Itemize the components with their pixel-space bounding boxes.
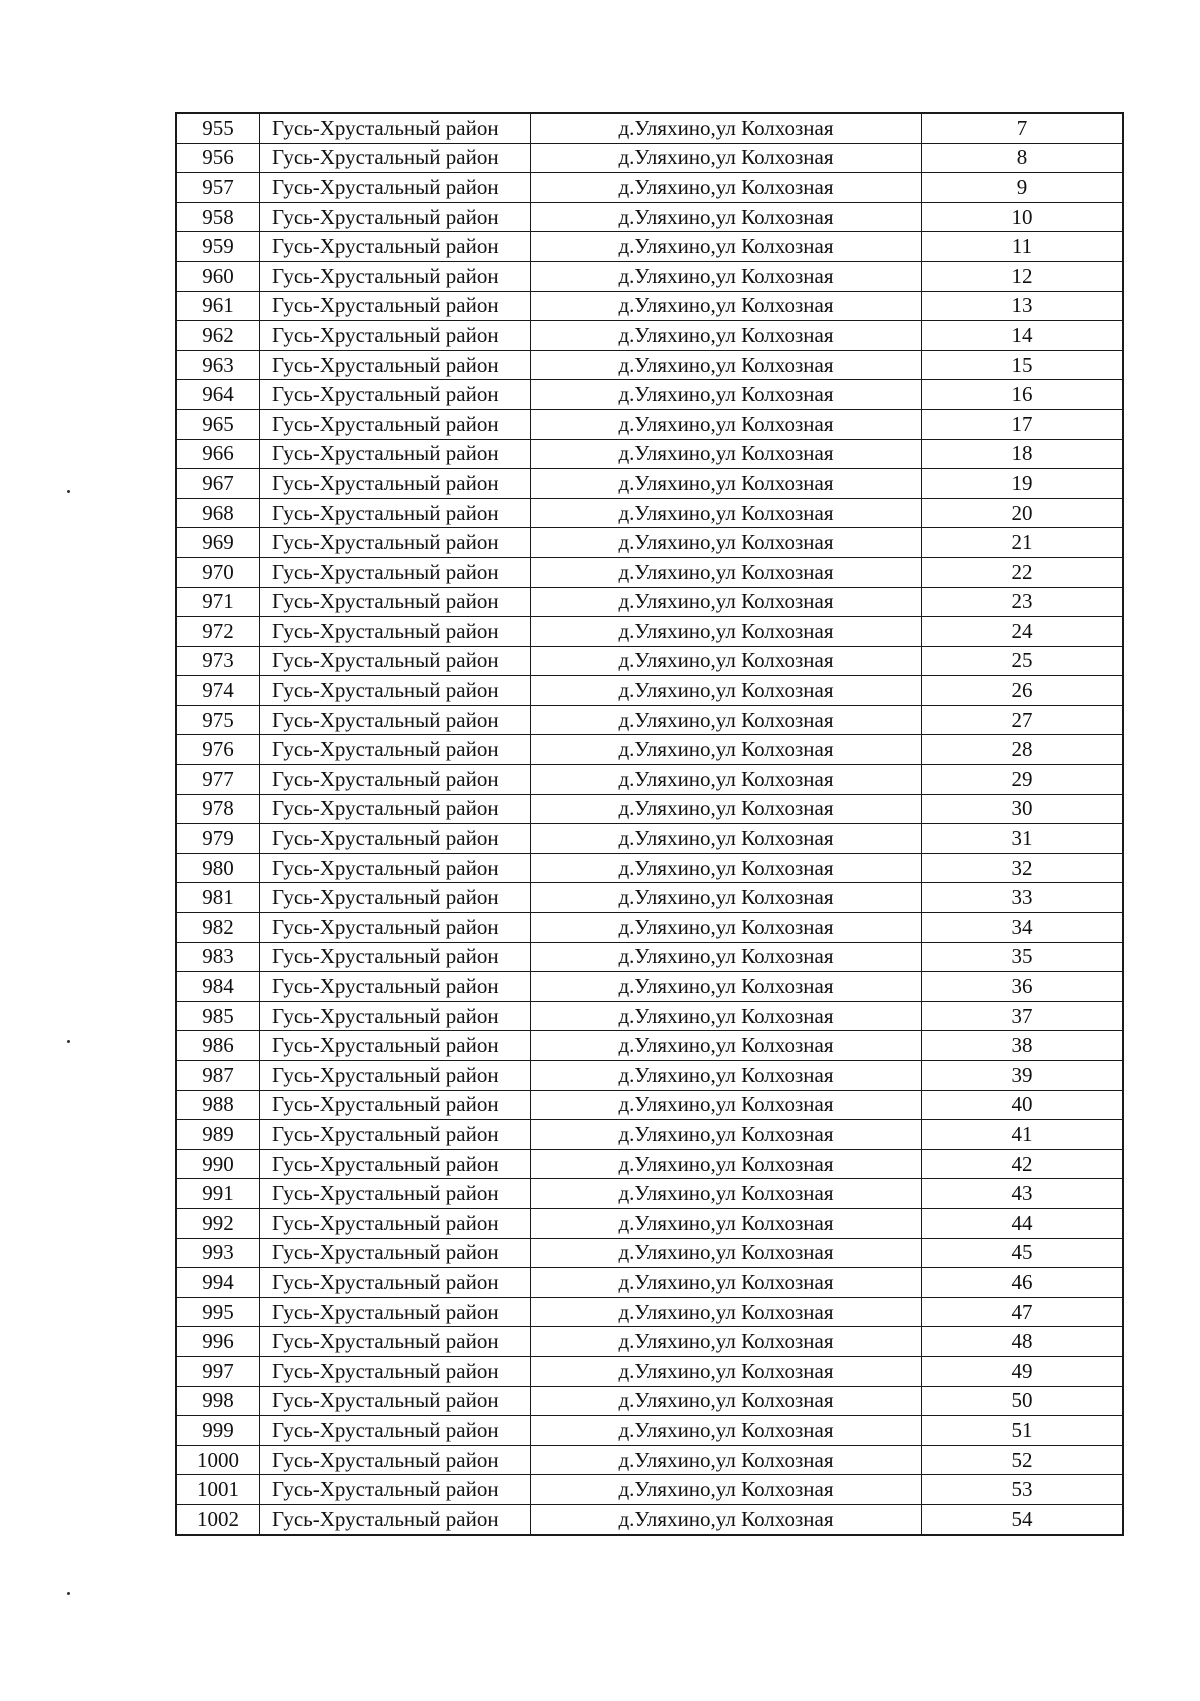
address-cell: д.Уляхино,ул Колхозная [531,380,922,410]
house-number-cell: 34 [922,913,1124,943]
table-row [176,824,1123,854]
table-row [176,1416,1123,1446]
table-row [176,1208,1123,1238]
address-cell: д.Уляхино,ул Колхозная [531,1504,922,1534]
district-cell: Гусь-Хрустальный район [260,498,531,528]
table-row [176,794,1123,824]
district-cell: Гусь-Хрустальный район [260,528,531,558]
district-cell: Гусь-Хрустальный район [260,1090,531,1120]
address-cell: д.Уляхино,ул Колхозная [531,173,922,203]
row-number-cell: 970 [176,557,260,587]
row-number-cell: 959 [176,232,260,262]
row-number-cell: 955 [176,113,260,143]
district-cell: Гусь-Хрустальный район [260,232,531,262]
table-row [176,765,1123,795]
address-cell: д.Уляхино,ул Колхозная [531,883,922,913]
district-cell: Гусь-Хрустальный район [260,1031,531,1061]
row-number-cell: 988 [176,1090,260,1120]
house-number-cell: 11 [922,232,1124,262]
address-cell: д.Уляхино,ул Колхозная [531,1386,922,1416]
house-number-cell: 33 [922,883,1124,913]
address-cell: д.Уляхино,ул Колхозная [531,972,922,1002]
table-row [176,202,1123,232]
house-number-cell: 51 [922,1416,1124,1446]
district-cell: Гусь-Хрустальный район [260,1208,531,1238]
address-cell: д.Уляхино,ул Колхозная [531,528,922,558]
address-cell: д.Уляхино,ул Колхозная [531,1001,922,1031]
district-cell: Гусь-Хрустальный район [260,1416,531,1446]
house-number-cell: 50 [922,1386,1124,1416]
table-row [176,1149,1123,1179]
house-number-cell: 46 [922,1268,1124,1298]
address-cell: д.Уляхино,ул Колхозная [531,794,922,824]
table-row [176,409,1123,439]
address-cell: д.Уляхино,ул Колхозная [531,617,922,647]
row-number-cell: 989 [176,1120,260,1150]
address-cell: д.Уляхино,ул Колхозная [531,853,922,883]
row-number-cell: 978 [176,794,260,824]
district-cell: Гусь-Хрустальный район [260,913,531,943]
table-row [176,646,1123,676]
row-number-cell: 986 [176,1031,260,1061]
row-number-cell: 973 [176,646,260,676]
district-cell: Гусь-Хрустальный район [260,735,531,765]
district-cell: Гусь-Хрустальный район [260,1445,531,1475]
row-number-cell: 1002 [176,1504,260,1534]
registry-table-body [176,113,1123,1535]
address-cell: д.Уляхино,ул Колхозная [531,913,922,943]
row-number-cell: 991 [176,1179,260,1209]
row-number-cell: 967 [176,469,260,499]
table-row [176,587,1123,617]
table-row [176,735,1123,765]
row-number-cell: 981 [176,883,260,913]
district-cell: Гусь-Хрустальный район [260,173,531,203]
house-number-cell: 45 [922,1238,1124,1268]
district-cell: Гусь-Хрустальный район [260,439,531,469]
district-cell: Гусь-Хрустальный район [260,1297,531,1327]
house-number-cell: 44 [922,1208,1124,1238]
district-cell: Гусь-Хрустальный район [260,1386,531,1416]
table-row [176,1475,1123,1505]
house-number-cell: 39 [922,1061,1124,1091]
house-number-cell: 41 [922,1120,1124,1150]
table-row [176,321,1123,351]
address-cell: д.Уляхино,ул Колхозная [531,646,922,676]
address-cell: д.Уляхино,ул Колхозная [531,1179,922,1209]
address-cell: д.Уляхино,ул Колхозная [531,1297,922,1327]
address-cell: д.Уляхино,ул Колхозная [531,587,922,617]
house-number-cell: 52 [922,1445,1124,1475]
district-cell: Гусь-Хрустальный район [260,824,531,854]
address-cell: д.Уляхино,ул Колхозная [531,1268,922,1298]
table-row [176,439,1123,469]
table-row [176,261,1123,291]
district-cell: Гусь-Хрустальный район [260,1327,531,1357]
district-cell: Гусь-Хрустальный район [260,1001,531,1031]
district-cell: Гусь-Хрустальный район [260,794,531,824]
house-number-cell: 27 [922,705,1124,735]
row-number-cell: 962 [176,321,260,351]
table-row [176,350,1123,380]
district-cell: Гусь-Хрустальный район [260,1149,531,1179]
table-row [176,913,1123,943]
address-cell: д.Уляхино,ул Колхозная [531,1238,922,1268]
house-number-cell: 30 [922,794,1124,824]
row-number-cell: 980 [176,853,260,883]
address-cell: д.Уляхино,ул Колхозная [531,202,922,232]
address-cell: д.Уляхино,ул Колхозная [531,1327,922,1357]
row-number-cell: 972 [176,617,260,647]
district-cell: Гусь-Хрустальный район [260,291,531,321]
table-row [176,498,1123,528]
district-cell: Гусь-Хрустальный район [260,1120,531,1150]
house-number-cell: 35 [922,942,1124,972]
row-number-cell: 995 [176,1297,260,1327]
row-number-cell: 994 [176,1268,260,1298]
house-number-cell: 8 [922,143,1124,173]
row-number-cell: 984 [176,972,260,1002]
house-number-cell: 53 [922,1475,1124,1505]
row-number-cell: 976 [176,735,260,765]
table-row [176,1238,1123,1268]
house-number-cell: 20 [922,498,1124,528]
table-row [176,380,1123,410]
district-cell: Гусь-Хрустальный район [260,113,531,143]
address-cell: д.Уляхино,ул Колхозная [531,350,922,380]
row-number-cell: 963 [176,350,260,380]
table-row [176,143,1123,173]
scan-speck [67,490,70,493]
table-row [176,1445,1123,1475]
table-row [176,1179,1123,1209]
table-row [176,972,1123,1002]
row-number-cell: 998 [176,1386,260,1416]
row-number-cell: 997 [176,1356,260,1386]
row-number-cell: 999 [176,1416,260,1446]
district-cell: Гусь-Хрустальный район [260,1356,531,1386]
row-number-cell: 975 [176,705,260,735]
house-number-cell: 7 [922,113,1124,143]
house-number-cell: 9 [922,173,1124,203]
table-row [176,1090,1123,1120]
address-cell: д.Уляхино,ул Колхозная [531,261,922,291]
table-row [176,1268,1123,1298]
house-number-cell: 18 [922,439,1124,469]
row-number-cell: 985 [176,1001,260,1031]
address-cell: д.Уляхино,ул Колхозная [531,1416,922,1446]
row-number-cell: 987 [176,1061,260,1091]
row-number-cell: 971 [176,587,260,617]
house-number-cell: 31 [922,824,1124,854]
row-number-cell: 977 [176,765,260,795]
address-cell: д.Уляхино,ул Колхозная [531,942,922,972]
house-number-cell: 54 [922,1504,1124,1534]
table-row [176,1120,1123,1150]
table-row [176,291,1123,321]
table-row [176,173,1123,203]
row-number-cell: 966 [176,439,260,469]
district-cell: Гусь-Хрустальный район [260,587,531,617]
district-cell: Гусь-Хрустальный район [260,883,531,913]
address-cell: д.Уляхино,ул Колхозная [531,1031,922,1061]
house-number-cell: 24 [922,617,1124,647]
table-row [176,1061,1123,1091]
house-number-cell: 40 [922,1090,1124,1120]
table-row [176,1001,1123,1031]
address-cell: д.Уляхино,ул Колхозная [531,232,922,262]
address-cell: д.Уляхино,ул Колхозная [531,557,922,587]
address-cell: д.Уляхино,ул Колхозная [531,1475,922,1505]
house-number-cell: 13 [922,291,1124,321]
row-number-cell: 960 [176,261,260,291]
district-cell: Гусь-Хрустальный район [260,261,531,291]
table-row [176,113,1123,143]
row-number-cell: 996 [176,1327,260,1357]
district-cell: Гусь-Хрустальный район [260,321,531,351]
house-number-cell: 47 [922,1297,1124,1327]
table-row [176,1327,1123,1357]
house-number-cell: 43 [922,1179,1124,1209]
district-cell: Гусь-Хрустальный район [260,942,531,972]
table-row [176,1386,1123,1416]
house-number-cell: 12 [922,261,1124,291]
district-cell: Гусь-Хрустальный район [260,143,531,173]
address-cell: д.Уляхино,ул Колхозная [531,1356,922,1386]
address-cell: д.Уляхино,ул Колхозная [531,321,922,351]
address-cell: д.Уляхино,ул Колхозная [531,469,922,499]
house-number-cell: 14 [922,321,1124,351]
row-number-cell: 969 [176,528,260,558]
house-number-cell: 22 [922,557,1124,587]
address-cell: д.Уляхино,ул Колхозная [531,824,922,854]
row-number-cell: 983 [176,942,260,972]
row-number-cell: 958 [176,202,260,232]
table-row [176,528,1123,558]
row-number-cell: 990 [176,1149,260,1179]
house-number-cell: 16 [922,380,1124,410]
table-row [176,1356,1123,1386]
district-cell: Гусь-Хрустальный район [260,202,531,232]
house-number-cell: 42 [922,1149,1124,1179]
row-number-cell: 968 [176,498,260,528]
address-cell: д.Уляхино,ул Колхозная [531,705,922,735]
district-cell: Гусь-Хрустальный район [260,350,531,380]
row-number-cell: 956 [176,143,260,173]
house-number-cell: 36 [922,972,1124,1002]
table-row [176,883,1123,913]
row-number-cell: 992 [176,1208,260,1238]
house-number-cell: 26 [922,676,1124,706]
address-cell: д.Уляхино,ул Колхозная [531,1445,922,1475]
row-number-cell: 1001 [176,1475,260,1505]
address-cell: д.Уляхино,ул Колхозная [531,676,922,706]
district-cell: Гусь-Хрустальный район [260,557,531,587]
district-cell: Гусь-Хрустальный район [260,1268,531,1298]
row-number-cell: 993 [176,1238,260,1268]
address-cell: д.Уляхино,ул Колхозная [531,1208,922,1238]
district-cell: Гусь-Хрустальный район [260,972,531,1002]
table-row [176,1504,1123,1534]
table-row [176,1031,1123,1061]
address-registry-table [175,112,1124,1536]
table-row [176,942,1123,972]
house-number-cell: 38 [922,1031,1124,1061]
table-row [176,1297,1123,1327]
table-row [176,676,1123,706]
address-cell: д.Уляхино,ул Колхозная [531,1120,922,1150]
address-cell: д.Уляхино,ул Колхозная [531,765,922,795]
table-row [176,853,1123,883]
row-number-cell: 1000 [176,1445,260,1475]
district-cell: Гусь-Хрустальный район [260,1504,531,1534]
house-number-cell: 25 [922,646,1124,676]
house-number-cell: 28 [922,735,1124,765]
scan-speck [67,1040,70,1043]
row-number-cell: 957 [176,173,260,203]
house-number-cell: 17 [922,409,1124,439]
row-number-cell: 982 [176,913,260,943]
table-row [176,557,1123,587]
house-number-cell: 49 [922,1356,1124,1386]
address-cell: д.Уляхино,ул Колхозная [531,113,922,143]
district-cell: Гусь-Хрустальный район [260,1061,531,1091]
address-cell: д.Уляхино,ул Колхозная [531,498,922,528]
district-cell: Гусь-Хрустальный район [260,1179,531,1209]
house-number-cell: 21 [922,528,1124,558]
address-cell: д.Уляхино,ул Колхозная [531,735,922,765]
house-number-cell: 15 [922,350,1124,380]
house-number-cell: 23 [922,587,1124,617]
district-cell: Гусь-Хрустальный район [260,409,531,439]
scan-speck [67,1592,70,1595]
house-number-cell: 48 [922,1327,1124,1357]
row-number-cell: 961 [176,291,260,321]
house-number-cell: 32 [922,853,1124,883]
address-cell: д.Уляхино,ул Колхозная [531,1090,922,1120]
row-number-cell: 979 [176,824,260,854]
house-number-cell: 19 [922,469,1124,499]
district-cell: Гусь-Хрустальный район [260,765,531,795]
address-cell: д.Уляхино,ул Колхозная [531,291,922,321]
house-number-cell: 37 [922,1001,1124,1031]
district-cell: Гусь-Хрустальный район [260,646,531,676]
address-cell: д.Уляхино,ул Колхозная [531,1061,922,1091]
district-cell: Гусь-Хрустальный район [260,380,531,410]
house-number-cell: 10 [922,202,1124,232]
table-row [176,617,1123,647]
row-number-cell: 964 [176,380,260,410]
address-cell: д.Уляхино,ул Колхозная [531,439,922,469]
district-cell: Гусь-Хрустальный район [260,676,531,706]
district-cell: Гусь-Хрустальный район [260,617,531,647]
district-cell: Гусь-Хрустальный район [260,469,531,499]
row-number-cell: 974 [176,676,260,706]
district-cell: Гусь-Хрустальный район [260,1475,531,1505]
address-cell: д.Уляхино,ул Колхозная [531,409,922,439]
table-row [176,232,1123,262]
district-cell: Гусь-Хрустальный район [260,705,531,735]
table-row [176,705,1123,735]
house-number-cell: 29 [922,765,1124,795]
address-cell: д.Уляхино,ул Колхозная [531,143,922,173]
row-number-cell: 965 [176,409,260,439]
district-cell: Гусь-Хрустальный район [260,853,531,883]
table-row [176,469,1123,499]
district-cell: Гусь-Хрустальный район [260,1238,531,1268]
address-cell: д.Уляхино,ул Колхозная [531,1149,922,1179]
